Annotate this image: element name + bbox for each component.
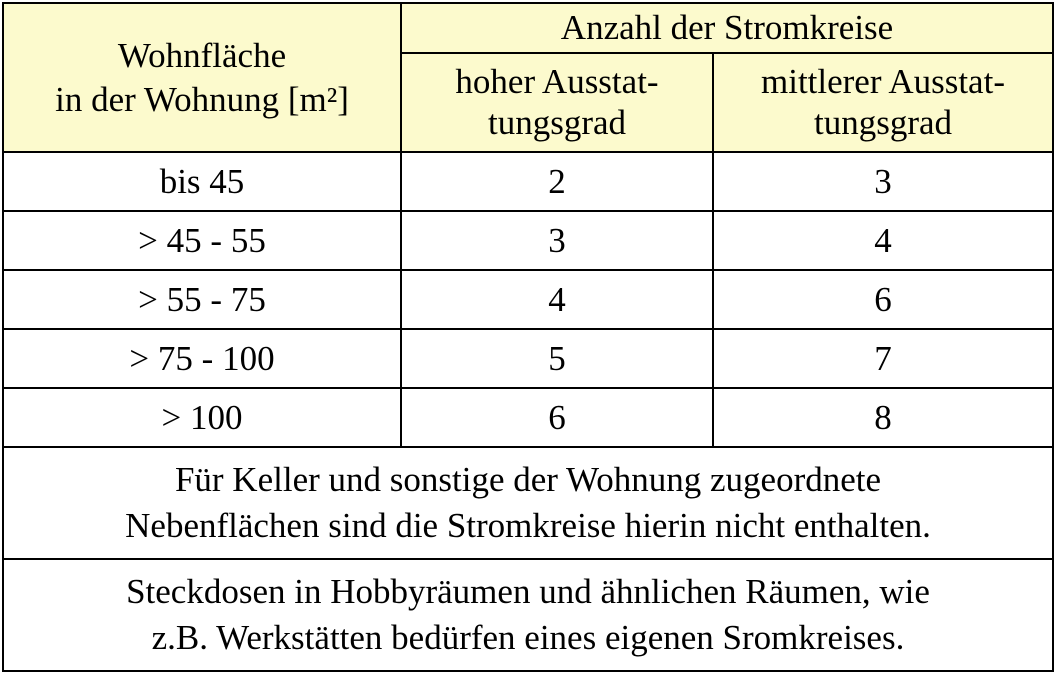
note-basement-line1: Für Keller und sonstige der Wohnung zugeordnete	[174, 459, 882, 499]
cell-area: > 100	[3, 388, 401, 447]
note-row-basement	[3, 447, 1053, 559]
cell-medium-count: 4	[713, 211, 1053, 270]
header-medium-equipment-line2: tungsgrad	[813, 103, 953, 143]
note-cell-hobby-rooms	[3, 559, 1053, 671]
cell-area: > 45 - 55	[3, 211, 401, 270]
cell-area: > 55 - 75	[3, 270, 401, 329]
header-living-area-line1: Wohnfläche	[117, 35, 287, 75]
table-row	[3, 211, 1053, 270]
cell-area: > 75 - 100	[3, 329, 401, 388]
table-row	[3, 388, 1053, 447]
header-cell-living-area	[3, 3, 401, 152]
header-medium-equipment-line1: mittlerer Ausstat-	[761, 62, 1005, 102]
spec-table-container	[0, 2, 1056, 676]
note-row-hobby-rooms	[3, 559, 1053, 671]
cell-medium-count: 7	[713, 329, 1053, 388]
cell-area: bis 45	[3, 152, 401, 211]
cell-high-count: 6	[401, 388, 713, 447]
note-basement-line2: Nebenflächen sind die Stromkreise hierin nicht enthalten.	[125, 506, 931, 546]
table-row	[3, 270, 1053, 329]
note-hobby-line2: z.B. Werkstätten bedürfen eines eigenen Sromkreises.	[151, 618, 905, 658]
table-row	[3, 329, 1053, 388]
cell-medium-count: 3	[713, 152, 1053, 211]
header-living-area-line2: in der Wohnung [m²]	[55, 79, 349, 119]
note-cell-basement	[3, 447, 1053, 559]
cell-medium-count: 8	[713, 388, 1053, 447]
header-cell-circuit-count: Anzahl der Stromkreise	[401, 3, 1053, 53]
note-hobby-line1: Steckdosen in Hobbyräumen und ähnlichen Räumen, wie	[126, 571, 930, 611]
table-header-row-top	[3, 3, 1053, 53]
cell-high-count: 3	[401, 211, 713, 270]
table-row	[3, 152, 1053, 211]
header-cell-high-equipment	[401, 53, 713, 153]
header-high-equipment-line2: tungsgrad	[487, 103, 627, 143]
cell-medium-count: 6	[713, 270, 1053, 329]
cell-high-count: 4	[401, 270, 713, 329]
cell-high-count: 2	[401, 152, 713, 211]
cell-high-count: 5	[401, 329, 713, 388]
header-high-equipment-line1: hoher Ausstat-	[455, 62, 659, 102]
circuit-count-table	[2, 2, 1054, 672]
header-cell-medium-equipment	[713, 53, 1053, 153]
